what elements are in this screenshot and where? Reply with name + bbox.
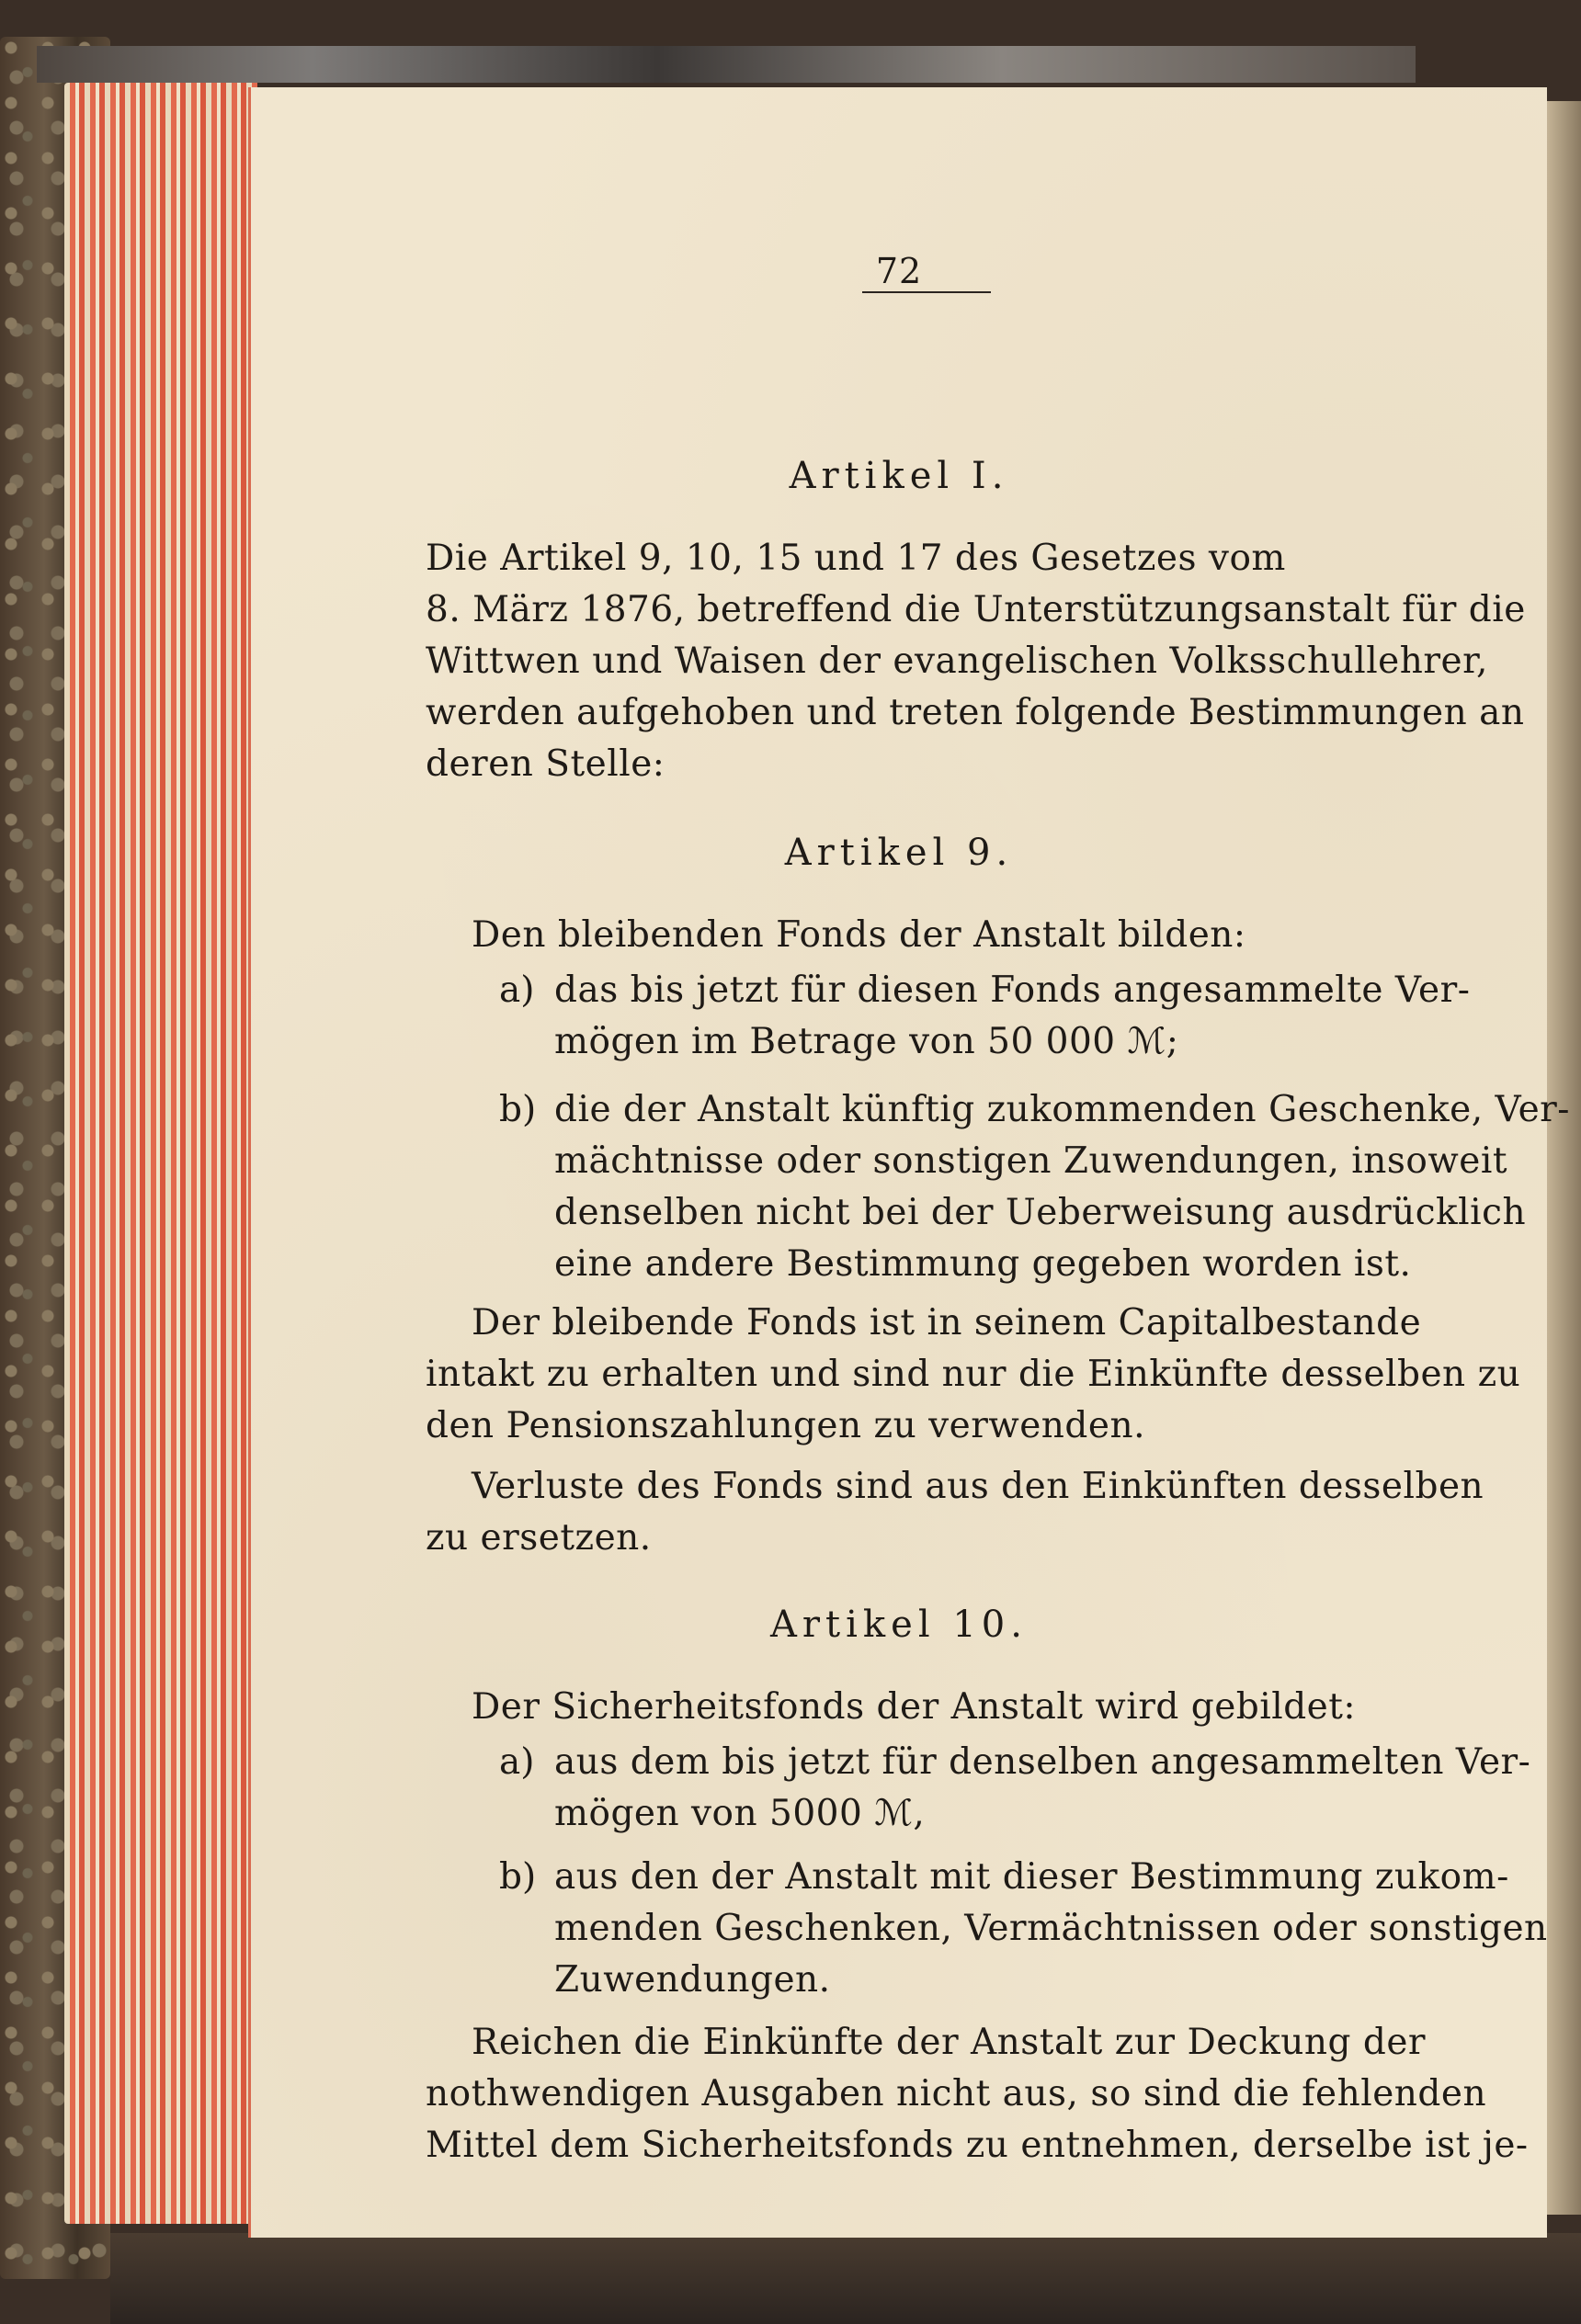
heading-artikel-i: Artikel I. xyxy=(789,455,1009,497)
art10-item-b-line-2: menden Geschenken, Vermächtnissen oder sonstigen xyxy=(554,1908,1548,1949)
art10-item-b-line-3: Zuwendungen. xyxy=(554,1959,831,2001)
book-bottom-edge xyxy=(110,2233,1581,2324)
art9-item-a-marker: a) xyxy=(499,969,535,1011)
art9-para2-line-2: zu ersetzen. xyxy=(426,1517,652,1559)
marbled-cover-top xyxy=(37,46,1416,83)
art9-para2-line-1: Verluste des Fonds sind aus den Einkünften desselben xyxy=(472,1466,1484,1507)
art9-item-a-line-2: mögen im Betrage von 50 000 ℳ; xyxy=(554,1021,1179,1062)
art10-item-a-line-1: aus dem bis jetzt für denselben angesammelten Ver- xyxy=(554,1741,1531,1783)
intro-line-4: werden aufgehoben und treten folgende Bestimmungen an xyxy=(426,692,1525,733)
intro-line-5: deren Stelle: xyxy=(426,743,665,785)
art9-item-b-line-4: eine andere Bestimmung gegeben worden ist. xyxy=(554,1243,1412,1285)
art9-item-b-line-3: denselben nicht bei der Ueberweisung ausdrücklich xyxy=(554,1192,1527,1233)
art9-para1-line-3: den Pensionszahlungen zu verwenden. xyxy=(426,1405,1145,1446)
art9-item-b-line-2: mächtnisse oder sonstigen Zuwendungen, insoweit xyxy=(554,1140,1508,1182)
page-number: 72 xyxy=(875,251,923,291)
art9-lead: Den bleibenden Fonds der Anstalt bilden: xyxy=(472,914,1246,956)
intro-line-2: 8. März 1876, betreffend die Unterstützungsanstalt für die xyxy=(426,589,1526,630)
page-number-rule xyxy=(862,291,991,293)
art10-item-b-marker: b) xyxy=(499,1856,537,1898)
page xyxy=(248,87,1570,2238)
art9-item-b-marker: b) xyxy=(499,1089,537,1130)
book-right-edge xyxy=(1544,101,1581,2215)
intro-line-1: Die Artikel 9, 10, 15 und 17 des Gesetzes vom xyxy=(426,538,1286,579)
heading-artikel-10: Artikel 10. xyxy=(770,1604,1028,1646)
art9-item-a-line-1: das bis jetzt für diesen Fonds angesammelte Ver- xyxy=(554,969,1471,1011)
art10-para1-line-3: Mittel dem Sicherheitsfonds zu entnehmen, derselbe ist je- xyxy=(426,2125,1529,2166)
art9-item-b-line-1: die der Anstalt künftig zukommenden Geschenke, Ver- xyxy=(554,1089,1570,1130)
art10-item-a-line-2: mögen von 5000 ℳ, xyxy=(554,1793,926,1834)
art9-para1-line-1: Der bleibende Fonds ist in seinem Capitalbestande xyxy=(472,1302,1422,1343)
red-page-edges xyxy=(64,83,257,2224)
art10-item-b-line-1: aus den der Anstalt mit dieser Bestimmung zukom- xyxy=(554,1856,1509,1898)
heading-artikel-9: Artikel 9. xyxy=(784,832,1014,874)
art9-para1-line-2: intakt zu erhalten und sind nur die Einkünfte desselben zu xyxy=(426,1354,1521,1395)
art10-lead: Der Sicherheitsfonds der Anstalt wird gebildet: xyxy=(472,1686,1357,1728)
art10-para1-line-1: Reichen die Einkünfte der Anstalt zur Deckung der xyxy=(472,2022,1427,2063)
intro-line-3: Wittwen und Waisen der evangelischen Volksschullehrer, xyxy=(426,641,1488,682)
art10-item-a-marker: a) xyxy=(499,1741,535,1783)
art10-para1-line-2: nothwendigen Ausgaben nicht aus, so sind die fehlenden xyxy=(426,2073,1487,2114)
